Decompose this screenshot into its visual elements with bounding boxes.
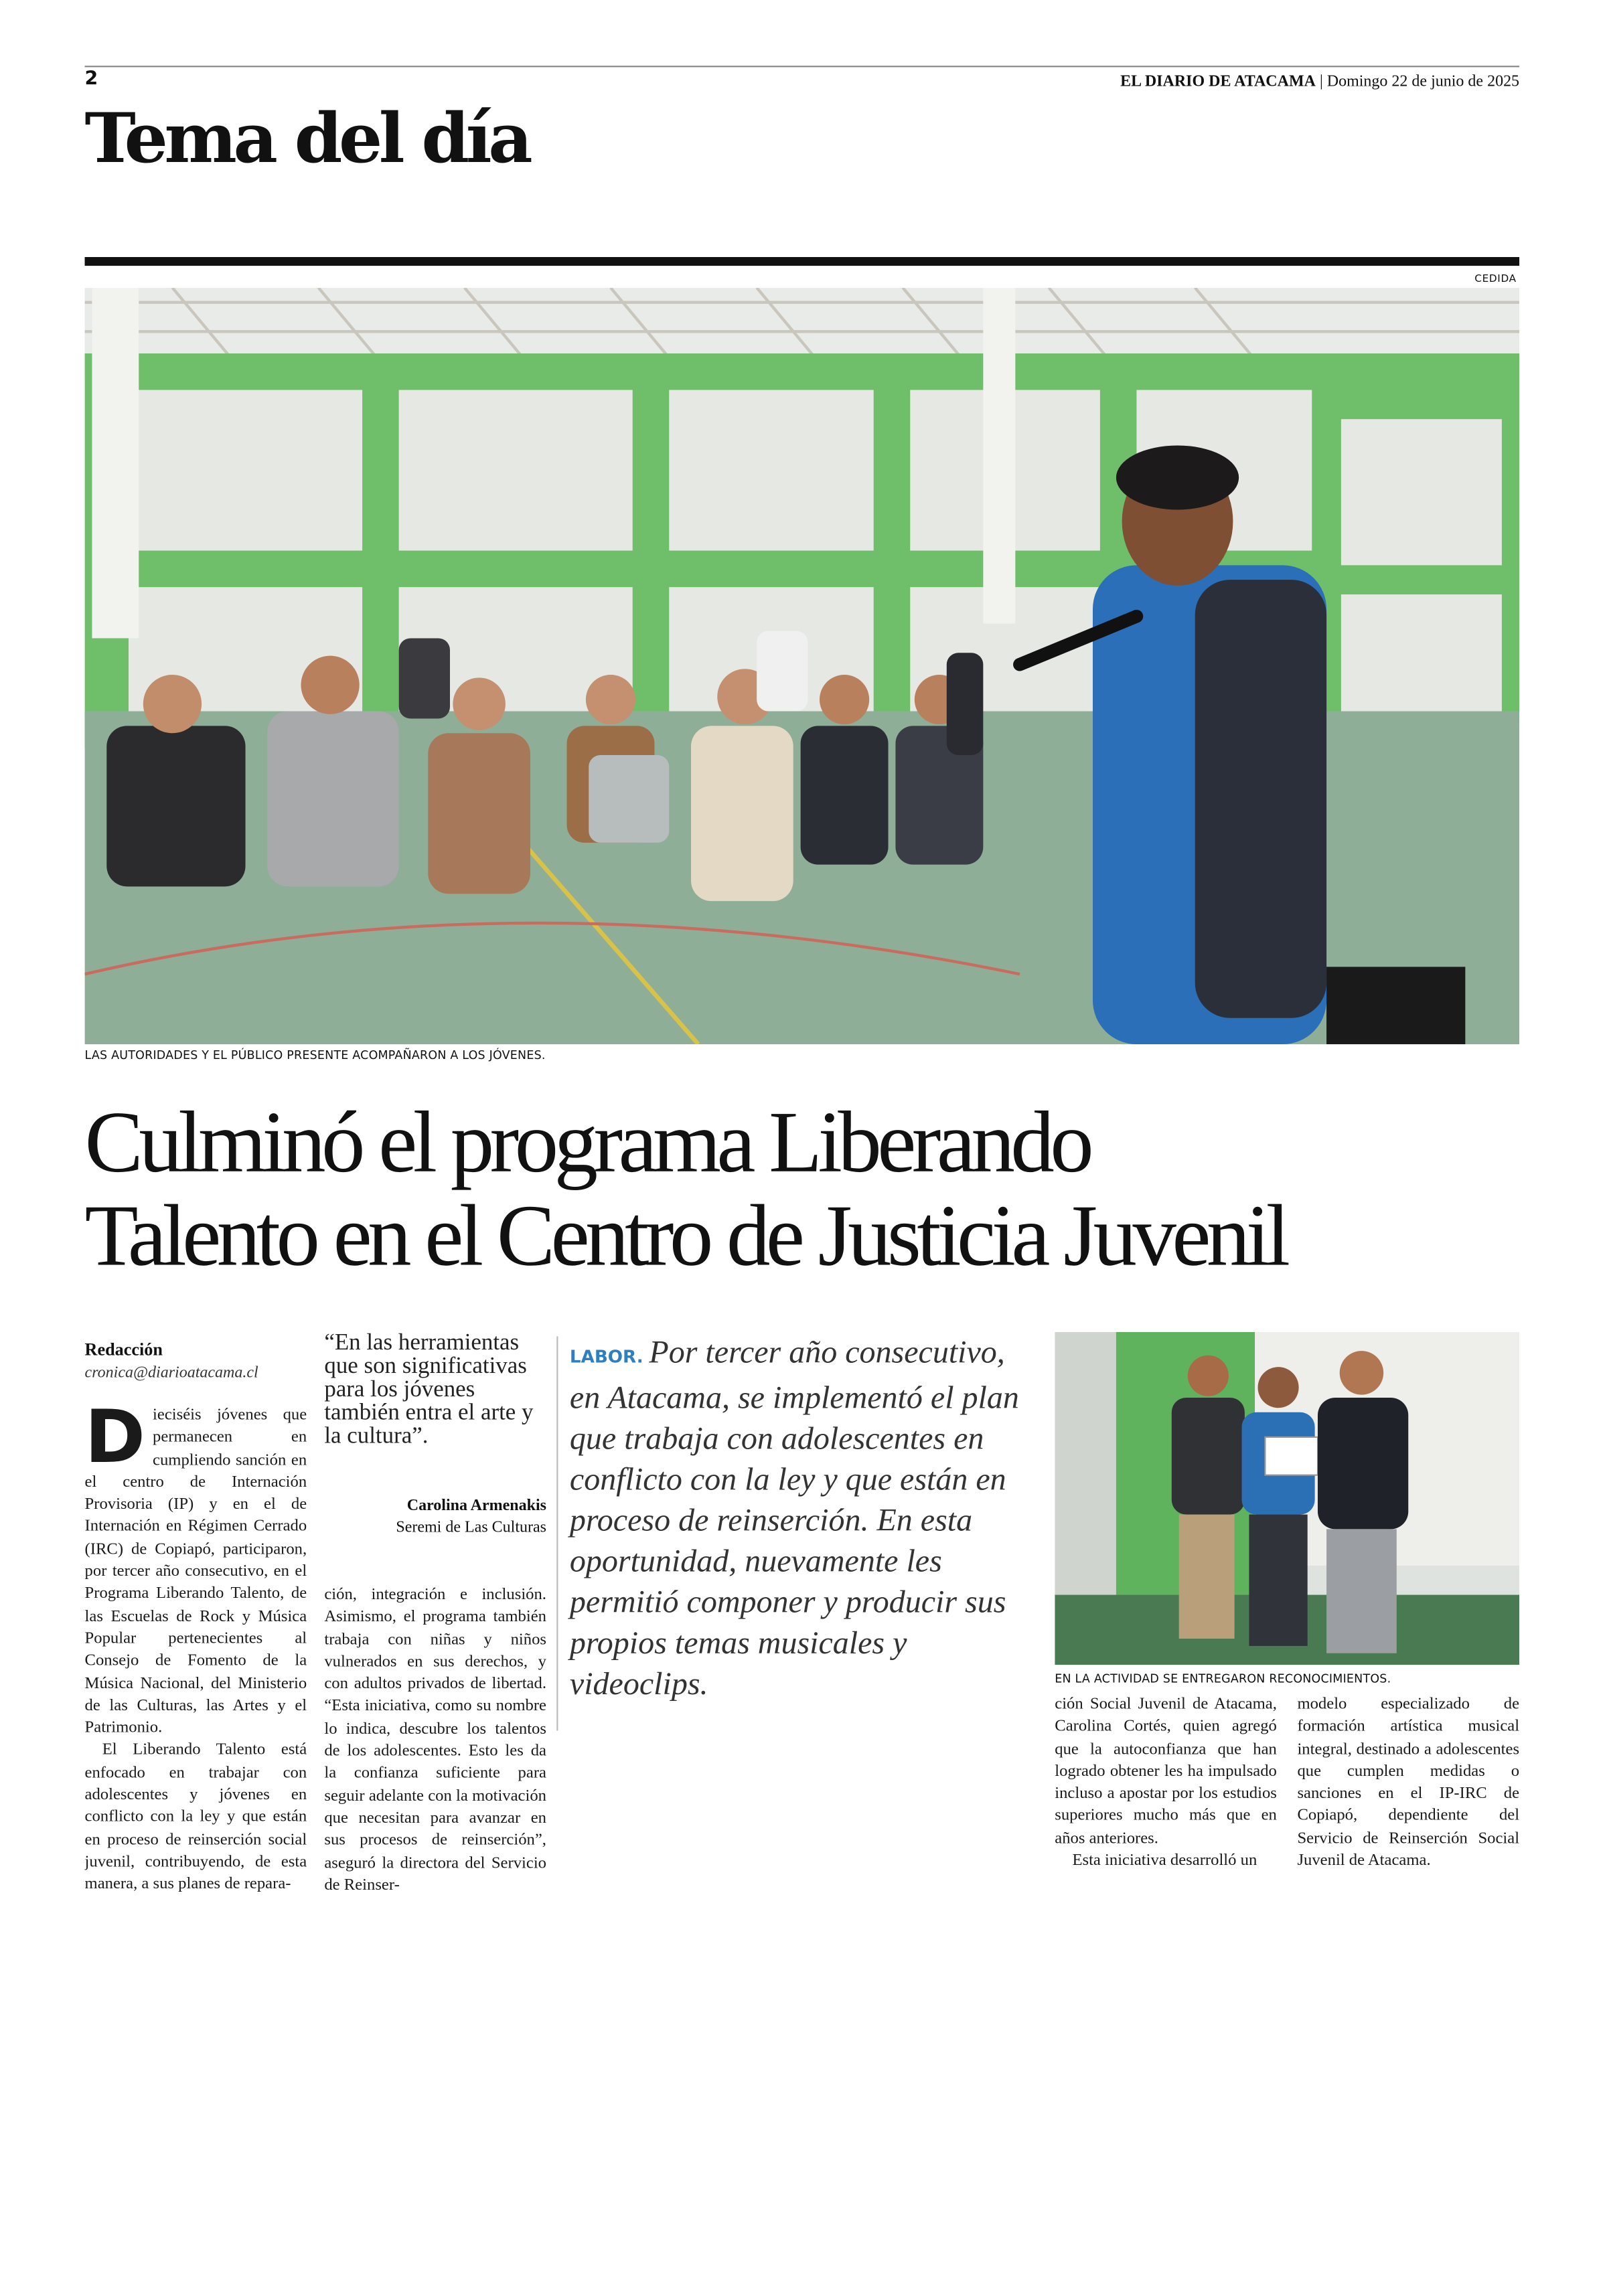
byline-email[interactable]: cronica@diarioatacama.cl [84, 1364, 258, 1382]
main-photo [85, 288, 1520, 1044]
top-rule [85, 66, 1520, 67]
article-headline: Culminó el programa Liberando Talento en el Centro de Justicia Juvenil [84, 1094, 1286, 1284]
quote-author: Carolina Armenakis [406, 1497, 546, 1515]
body-paragraph: El Liberando Talento está enfocado en trabajar con adolescentes y jóvenes en conflicto con la ley y que están en proceso de reinserción social juvenil, contribuyendo, de esta manera, a sus planes de repara- [84, 1741, 307, 1894]
secondary-photo-caption: EN LA ACTIVIDAD SE ENTREGARON RECONOCIMIENTOS. [1055, 1672, 1391, 1686]
body-paragraph: modelo especializado de formación artística musical integral, destinado a adolescentes que cumplen medidas o sanciones en el IP-IRC de Copiapó, dependiente del Servicio de Reinserción Social Juvenil de Atacama. [1297, 1696, 1520, 1870]
body-column-1 [85, 1405, 307, 1896]
issue-date: Domingo 22 de junio de 2025 [1326, 73, 1520, 91]
byline-author: Redacción [84, 1339, 163, 1360]
section-rule [85, 257, 1520, 266]
masthead [1120, 73, 1519, 90]
body-paragraph: Esta iniciativa desarrolló un [1072, 1852, 1257, 1870]
column-divider [556, 1336, 558, 1730]
body-paragraph: ción, integración e inclusión. Asimismo, el programa también trabaja con niñas y niños vulnerados en sus derechos, y con adultos privados de libertad. “Esta iniciativa, como su nombre lo indica, descubre los talentos de los adolescentes. Esto les da la confianza suficiente para seguir adelante con la motivación que necesitan para avanzar en sus procesos de reinserción”, aseguró la directora del Servicio de Reinser- [324, 1586, 546, 1894]
lead-label: LABOR. [569, 1346, 643, 1368]
body-paragraph: ción Social Juvenil de Atacama, Carolina Cortés, quien agregó que la autoconfianza que han logrado obtener les ha impulsado incluso a apostar por los estudios superiores mucho más que en años anteriores. [1055, 1696, 1277, 1848]
main-photo-illustration [85, 288, 1520, 1044]
quote-author-role: Seremi de Las Culturas [396, 1519, 546, 1537]
drop-cap: D [84, 1404, 146, 1480]
pull-quote: “En las herramientas que son significativas para los jóvenes también entra el arte y la cultura”. [324, 1330, 534, 1449]
body-column-4 [1297, 1694, 1519, 1898]
main-photo-caption: LAS AUTORIDADES Y EL PÚBLICO PRESENTE ACOMPAÑARON A LOS JÓVENES. [84, 1048, 546, 1062]
page-number: 2 [84, 68, 98, 91]
secondary-photo [1055, 1332, 1519, 1665]
body-column-3 [1055, 1694, 1277, 1898]
photo-credit: CEDIDA [1474, 272, 1517, 285]
lead-text: Por tercer año consecutivo, en Atacama, se implementó el plan que trabaja con adolescentes en conflicto con la ley y que están en proceso de reinserción. En esta oportunidad, nuevamente les permitió componer y producir sus propios temas musicales y videoclips. [569, 1333, 1019, 1702]
body-paragraph: Dieciséis jóvenes que permanecen en cumpliendo sanción en el centro de Internación Provisoria (IP) y en el de Internación en Régimen Cerrado (IRC) de Copiapó, participaron, por tercer año consecutivo, en el Programa Liberando Talento, de las Escuelas de Rock y Música Popular pertenecientes al Consejo de Fomento de la Música Nacional, del Ministerio de las Culturas, las Artes y el Patrimonio. [84, 1404, 307, 1737]
article-lead [570, 1332, 1041, 1704]
newspaper-name: EL DIARIO DE ATACAMA [1120, 73, 1316, 91]
secondary-photo-illustration [1055, 1332, 1519, 1665]
body-column-2 [324, 1584, 546, 1898]
section-title: Tema del día [84, 99, 530, 180]
masthead-separator: | [1315, 73, 1327, 91]
